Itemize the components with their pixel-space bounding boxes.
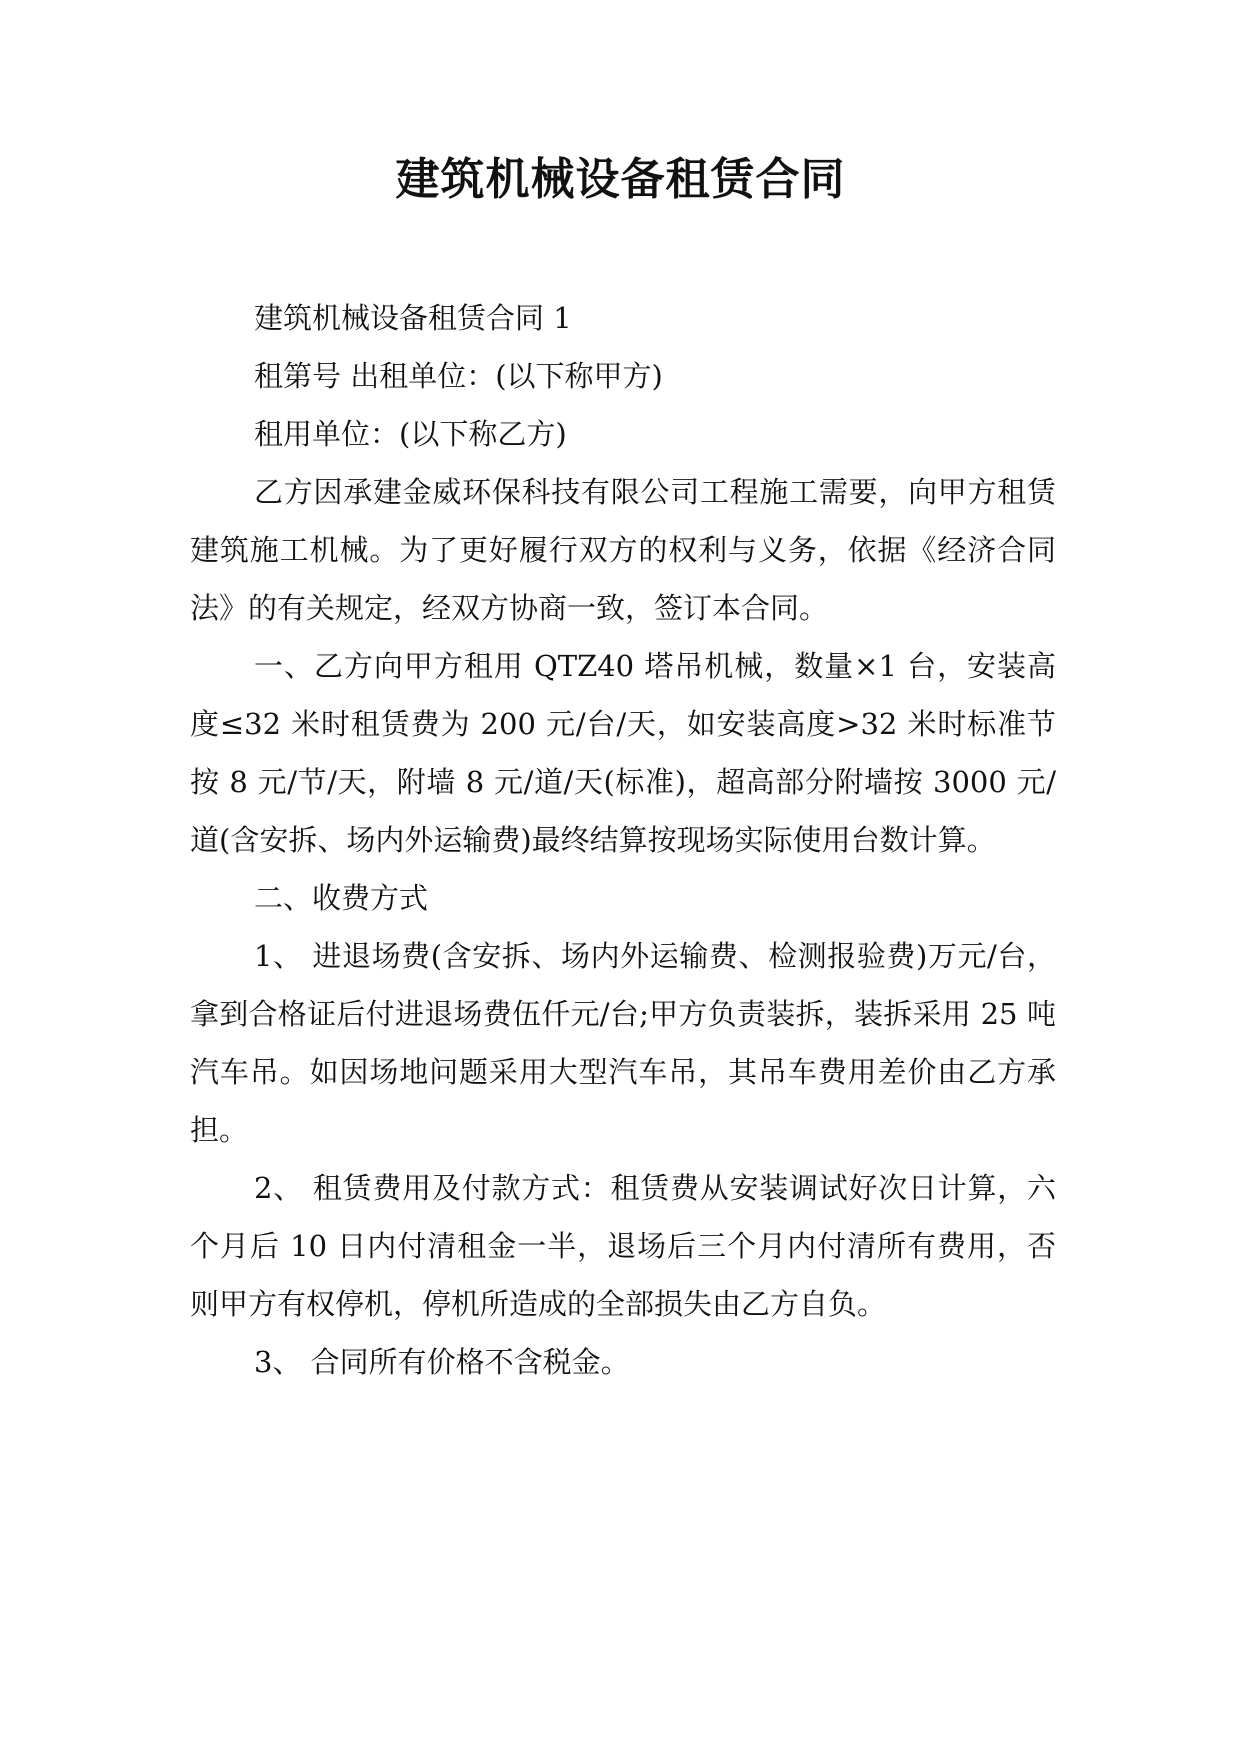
paragraph-fee-item-2: 2、 租赁费用及付款方式：租赁费从安装调试好次日计算，六个月后 10 日内付清租金一半，退场后三个月内付清所有费用，否则甲方有权停机，停机所造成的全部损失由乙方自负。	[190, 1171, 1056, 1321]
paragraph-contract-number: 建筑机械设备租赁合同 1	[254, 301, 572, 335]
paragraph-fee-item-1: 1、 进退场费(含安拆、场内外运输费、检测报验费)万元/台，拿到合格证后付进退场费伍仟元/台;甲方负责装拆，装拆采用 25 吨汽车吊。如因场地问题采用大型汽车吊，其吊车费用差价由乙方承担。	[190, 939, 1056, 1147]
paragraph-preamble: 乙方因承建金威环保科技有限公司工程施工需要，向甲方租赁建筑施工机械。为了更好履行双方的权利与义务，依据《经济合同法》的有关规定，经双方协商一致，签订本合同。	[190, 475, 1056, 625]
section-heading-fees: 二、收费方式	[254, 881, 429, 915]
paragraph-lessor: 租第号 出租单位：(以下称甲方)	[254, 359, 663, 393]
document-title: 建筑机械设备租赁合同	[395, 154, 846, 205]
paragraph-clause-1: 一、乙方向甲方租用 QTZ40 塔吊机械，数量×1 台，安装高度≤32 米时租赁费为 200 元/台/天，如安装高度>32 米时标准节按 8 元/节/天，附墙 8 元/道/天(标准)，超高部分附墙按 3000 元/道(含安拆、场内外运输费)最终结算按现场实际使用台数计算。	[190, 649, 1056, 857]
paragraph-fee-item-3: 3、 合同所有价格不含税金。	[254, 1345, 630, 1379]
paragraph-lessee: 租用单位：(以下称乙方)	[254, 417, 567, 451]
document-body	[190, 289, 1056, 1391]
